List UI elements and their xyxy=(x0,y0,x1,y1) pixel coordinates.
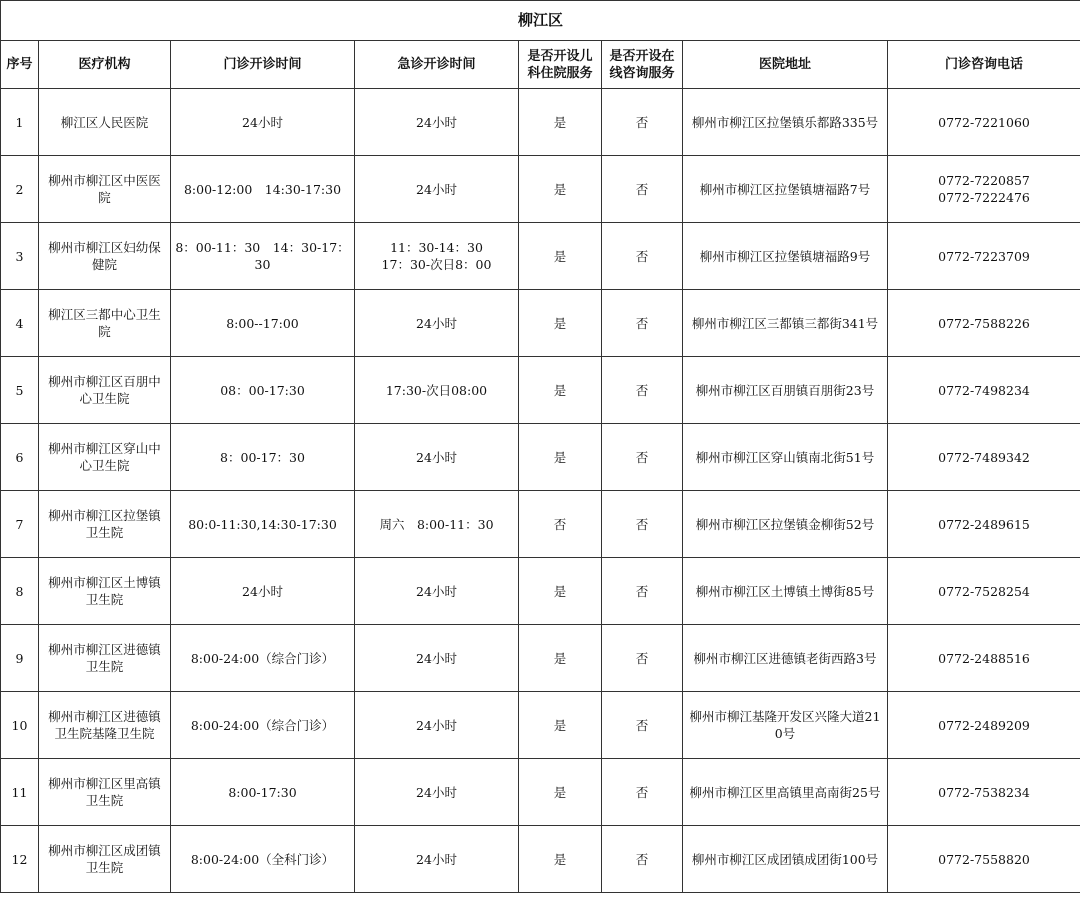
cell-address: 柳州市柳江区三都镇三都街341号 xyxy=(683,290,888,357)
cell-emergency-hours-line: 11：30-14：30 xyxy=(390,240,483,255)
cell-pediatric-inpatient: 是 xyxy=(519,223,602,290)
cell-institution: 柳州市柳江区进德镇卫生院基隆卫生院 xyxy=(39,692,171,759)
cell-outpatient-hours: 24小时 xyxy=(171,89,355,156)
cell-address: 柳州市柳江区百朋镇百朋街23号 xyxy=(683,357,888,424)
table-row xyxy=(1,424,1080,491)
cell-address: 柳州市柳江区拉堡镇乐都路335号 xyxy=(683,89,888,156)
cell-phone: 0772-7223709 xyxy=(888,223,1080,290)
cell-address: 柳州市柳江区穿山镇南北街51号 xyxy=(683,424,888,491)
cell-no: 11 xyxy=(1,759,39,826)
cell-emergency-hours: 24小时 xyxy=(355,89,519,156)
cell-institution: 柳州市柳江区妇幼保健院 xyxy=(39,223,171,290)
cell-address: 柳州市柳江区拉堡镇塘福路7号 xyxy=(683,156,888,223)
cell-outpatient-hours: 24小时 xyxy=(171,558,355,625)
cell-emergency-hours: 周六 8:00-11：30 xyxy=(355,491,519,558)
cell-pediatric-inpatient: 是 xyxy=(519,290,602,357)
cell-phone-line: 0772-7220857 xyxy=(938,173,1030,188)
table-row xyxy=(1,89,1080,156)
cell-outpatient-hours: 8:00--17:00 xyxy=(171,290,355,357)
cell-no: 10 xyxy=(1,692,39,759)
cell-online-consult: 否 xyxy=(602,491,683,558)
cell-outpatient-hours: 8：00-11：30 14：30-17：30 xyxy=(171,223,355,290)
cell-online-consult: 否 xyxy=(602,89,683,156)
cell-phone xyxy=(888,156,1080,223)
cell-no: 6 xyxy=(1,424,39,491)
cell-phone: 0772-7489342 xyxy=(888,424,1080,491)
cell-emergency-hours: 24小时 xyxy=(355,692,519,759)
cell-pediatric-inpatient: 是 xyxy=(519,759,602,826)
cell-emergency-hours: 24小时 xyxy=(355,424,519,491)
cell-outpatient-hours: 8:00-24:00（全科门诊） xyxy=(171,826,355,893)
cell-institution: 柳州市柳江区进德镇卫生院 xyxy=(39,625,171,692)
cell-online-consult: 否 xyxy=(602,223,683,290)
table-row xyxy=(1,625,1080,692)
cell-no: 12 xyxy=(1,826,39,893)
cell-emergency-hours: 24小时 xyxy=(355,759,519,826)
table-row xyxy=(1,826,1080,893)
cell-institution: 柳州市柳江区里高镇卫生院 xyxy=(39,759,171,826)
cell-address: 柳州市柳江基隆开发区兴隆大道210号 xyxy=(683,692,888,759)
cell-institution: 柳州市柳江区穿山中心卫生院 xyxy=(39,424,171,491)
cell-no: 3 xyxy=(1,223,39,290)
header-row xyxy=(1,41,1080,89)
cell-phone: 0772-7221060 xyxy=(888,89,1080,156)
cell-outpatient-hours: 8:00-12:00 14:30-17:30 xyxy=(171,156,355,223)
cell-online-consult: 否 xyxy=(602,692,683,759)
table-row xyxy=(1,223,1080,290)
title-row xyxy=(1,1,1080,41)
table-title: 柳江区 xyxy=(1,1,1080,41)
table-row xyxy=(1,357,1080,424)
cell-emergency-hours-line: 17：30-次日8：00 xyxy=(381,257,492,272)
cell-outpatient-hours: 8：00-17：30 xyxy=(171,424,355,491)
cell-pediatric-inpatient: 是 xyxy=(519,424,602,491)
header-emergency-hours: 急诊开诊时间 xyxy=(355,41,519,89)
cell-address: 柳州市柳江区成团镇成团街100号 xyxy=(683,826,888,893)
cell-pediatric-inpatient: 是 xyxy=(519,357,602,424)
cell-phone: 0772-2488516 xyxy=(888,625,1080,692)
cell-online-consult: 否 xyxy=(602,759,683,826)
cell-institution: 柳州市柳江区土博镇卫生院 xyxy=(39,558,171,625)
header-institution: 医疗机构 xyxy=(39,41,171,89)
header-outpatient-hours: 门诊开诊时间 xyxy=(171,41,355,89)
cell-pediatric-inpatient: 是 xyxy=(519,692,602,759)
cell-emergency-hours: 24小时 xyxy=(355,290,519,357)
cell-phone: 0772-7558820 xyxy=(888,826,1080,893)
table-row xyxy=(1,759,1080,826)
cell-online-consult: 否 xyxy=(602,357,683,424)
cell-no: 1 xyxy=(1,89,39,156)
cell-emergency-hours: 24小时 xyxy=(355,156,519,223)
cell-online-consult: 否 xyxy=(602,424,683,491)
cell-online-consult: 否 xyxy=(602,826,683,893)
cell-online-consult: 否 xyxy=(602,290,683,357)
cell-address: 柳州市柳江区进德镇老街西路3号 xyxy=(683,625,888,692)
table-row xyxy=(1,290,1080,357)
cell-phone: 0772-7498234 xyxy=(888,357,1080,424)
cell-outpatient-hours: 8:00-17:30 xyxy=(171,759,355,826)
cell-institution: 柳州市柳江区百朋中心卫生院 xyxy=(39,357,171,424)
cell-outpatient-hours: 8:00-24:00（综合门诊） xyxy=(171,625,355,692)
cell-no: 2 xyxy=(1,156,39,223)
header-online-consult: 是否开设在线咨询服务 xyxy=(602,41,683,89)
table-row xyxy=(1,692,1080,759)
cell-emergency-hours: 24小时 xyxy=(355,625,519,692)
cell-pediatric-inpatient: 是 xyxy=(519,156,602,223)
cell-pediatric-inpatient: 否 xyxy=(519,491,602,558)
cell-address: 柳州市柳江区里高镇里高南街25号 xyxy=(683,759,888,826)
cell-outpatient-hours: 80:0-11:30,14:30-17:30 xyxy=(171,491,355,558)
cell-emergency-hours: 24小时 xyxy=(355,558,519,625)
cell-emergency-hours: 17:30-次日08:00 xyxy=(355,357,519,424)
cell-pediatric-inpatient: 是 xyxy=(519,826,602,893)
header-address: 医院地址 xyxy=(683,41,888,89)
cell-address: 柳州市柳江区拉堡镇塘福路9号 xyxy=(683,223,888,290)
cell-institution: 柳江区人民医院 xyxy=(39,89,171,156)
cell-phone: 0772-2489209 xyxy=(888,692,1080,759)
table-row xyxy=(1,156,1080,223)
cell-institution: 柳州市柳江区成团镇卫生院 xyxy=(39,826,171,893)
cell-institution: 柳州市柳江区拉堡镇卫生院 xyxy=(39,491,171,558)
cell-online-consult: 否 xyxy=(602,558,683,625)
cell-address: 柳州市柳江区土博镇土博街85号 xyxy=(683,558,888,625)
header-no: 序号 xyxy=(1,41,39,89)
cell-no: 4 xyxy=(1,290,39,357)
cell-no: 5 xyxy=(1,357,39,424)
cell-outpatient-hours: 08：00-17:30 xyxy=(171,357,355,424)
cell-no: 9 xyxy=(1,625,39,692)
cell-no: 7 xyxy=(1,491,39,558)
cell-outpatient-hours: 8:00-24:00（综合门诊） xyxy=(171,692,355,759)
cell-emergency-hours xyxy=(355,223,519,290)
cell-institution: 柳江区三都中心卫生院 xyxy=(39,290,171,357)
cell-phone: 0772-7538234 xyxy=(888,759,1080,826)
header-pediatric-inpatient: 是否开设儿科住院服务 xyxy=(519,41,602,89)
cell-address: 柳州市柳江区拉堡镇金柳街52号 xyxy=(683,491,888,558)
table-row xyxy=(1,558,1080,625)
cell-online-consult: 否 xyxy=(602,625,683,692)
cell-emergency-hours: 24小时 xyxy=(355,826,519,893)
cell-phone: 0772-2489615 xyxy=(888,491,1080,558)
cell-phone-line: 0772-7222476 xyxy=(938,190,1030,205)
cell-pediatric-inpatient: 是 xyxy=(519,558,602,625)
cell-phone: 0772-7528254 xyxy=(888,558,1080,625)
cell-online-consult: 否 xyxy=(602,156,683,223)
cell-no: 8 xyxy=(1,558,39,625)
cell-pediatric-inpatient: 是 xyxy=(519,89,602,156)
cell-institution: 柳州市柳江区中医医院 xyxy=(39,156,171,223)
header-phone: 门诊咨询电话 xyxy=(888,41,1080,89)
cell-pediatric-inpatient: 是 xyxy=(519,625,602,692)
cell-phone: 0772-7588226 xyxy=(888,290,1080,357)
table-row xyxy=(1,491,1080,558)
